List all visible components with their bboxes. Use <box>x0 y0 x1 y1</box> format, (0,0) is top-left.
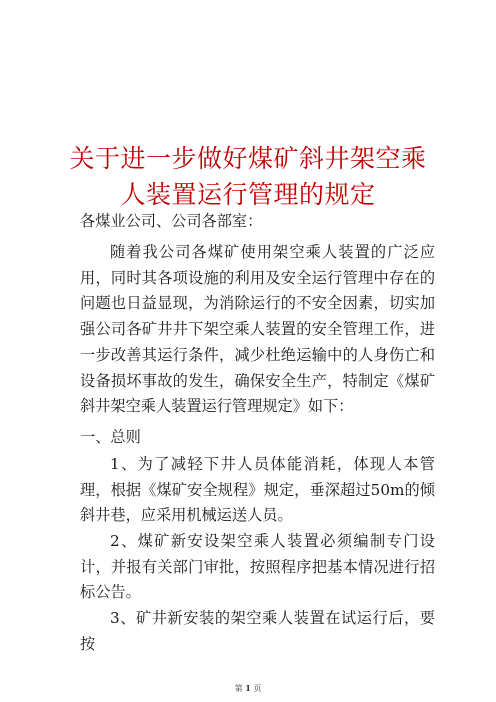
salutation: 各煤业公司、公司各部室： <box>80 212 263 230</box>
clause-2: 2、煤矿新安设架空乘人装置必须编制专门设计，并报有关部门审批，按照程序把基本情况进行招标公告。 <box>80 532 435 602</box>
document-title-line-2: 人装置运行管理的规定 <box>120 180 376 209</box>
section-heading-general: 一、总则 <box>80 428 141 446</box>
clause-3: 3、矿井新安装的架空乘人装置在试运行后，要按 <box>80 609 435 653</box>
clause-1: 1、为了减轻下井人员体能消耗，体现人本管理，根据《煤矿安全规程》规定，垂深超过50m的倾斜井巷，应采用机械运送人员。 <box>80 455 435 525</box>
footer-suffix: 页 <box>253 684 262 693</box>
page-footer <box>0 683 496 694</box>
document-title-line-1: 关于进一步做好煤矿斜井架空乘 <box>69 144 427 173</box>
footer-prefix: 第 <box>234 684 243 693</box>
page-number: 1 <box>245 683 251 693</box>
intro-paragraph: 随着我公司各煤矿使用架空乘人装置的广泛应用，同时其各项设施的利用及安全运行管理中存在的问题也日益显现，为消除运行的不安全因素，切实加强公司各矿井井下架空乘人装置的安全管理工作，进一步改善其运行条件，减少杜绝运输中的人身伤亡和设备损坏事故的发生，确保安全生产，特制定《煤矿斜井架空乘人装置运行管理规定》如下： <box>80 243 435 416</box>
